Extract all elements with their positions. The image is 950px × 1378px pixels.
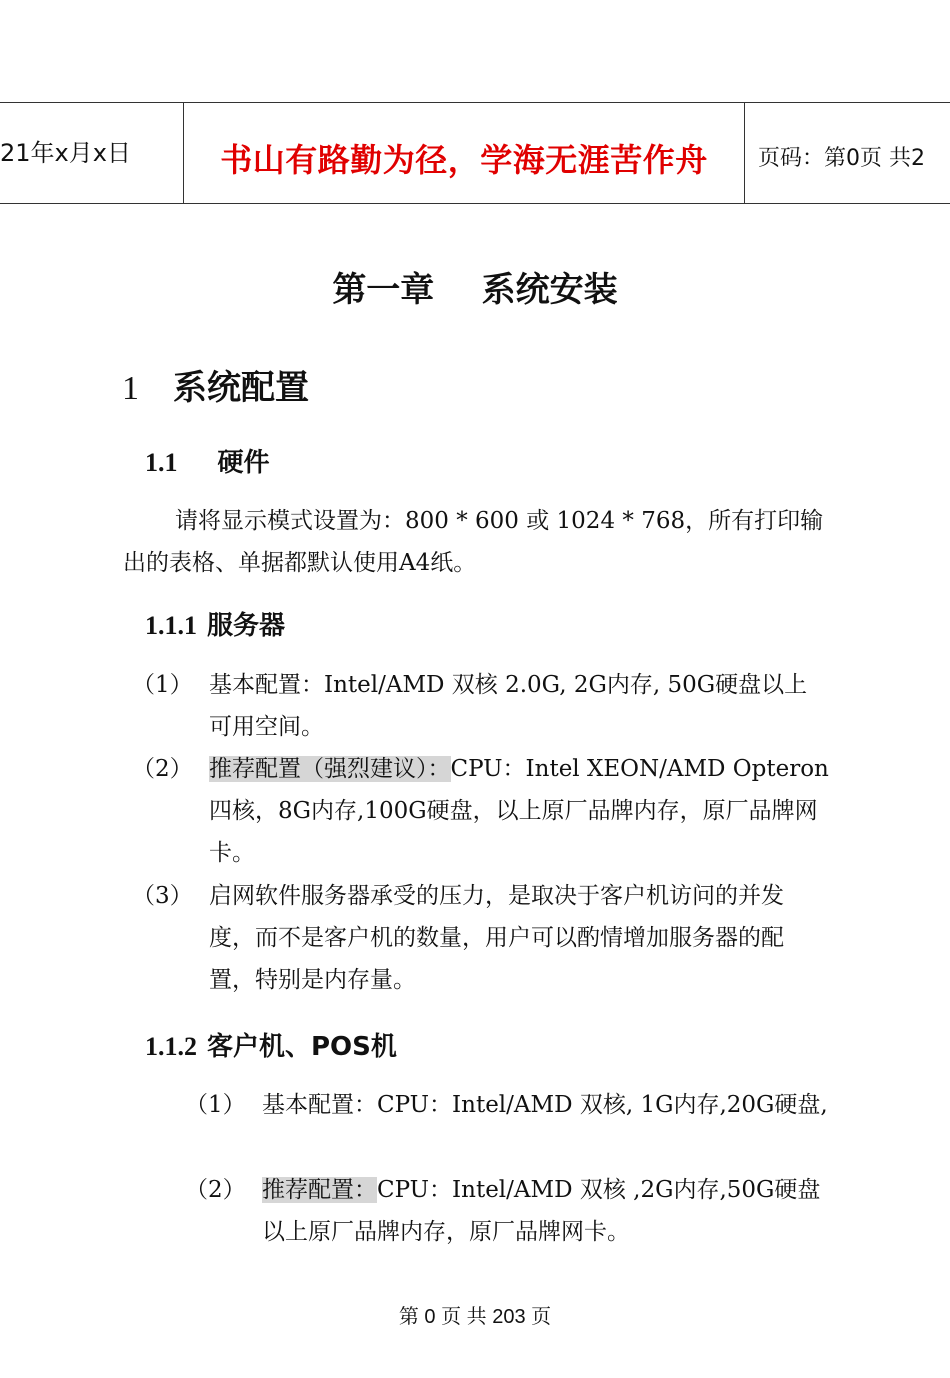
list-item-text: [262, 1084, 829, 1126]
section-number: 1: [122, 370, 139, 407]
highlighted-text: 推荐配置：: [262, 1177, 377, 1203]
item-text: 基本配置：Intel/AMD 双核 2.0G, 2G内存, 50G硬盘以上可用空间。: [209, 672, 808, 740]
subsection-heading: [145, 442, 270, 479]
header-divider: [744, 103, 745, 203]
list-marker: （2）: [132, 756, 193, 782]
item-text: 启网软件服务器承受的压力，是取决于客户机访问的并发度，而不是客户机的数量，用户可以酌情增加服务器的配置，特别是内存量。: [209, 883, 784, 993]
item-text: CPU：Intel/AMD 双核 ,2G内存,50G硬盘以上原厂品牌内存，原厂品牌网卡。: [262, 1177, 821, 1245]
subsection-title: 硬件: [217, 448, 270, 478]
list-marker: （3）: [132, 883, 193, 909]
item-text: CPU：Intel XEON/AMD Opteron 四核，8G内存,100G硬盘，以上原厂品牌内存，原厂品牌网卡。: [209, 756, 829, 866]
subsection-number: 1.1: [145, 448, 178, 477]
page-footer: 第 0 页 共 203 页: [398, 1306, 552, 1328]
hardware-paragraph: 请将显示模式设置为：800 * 600 或 1024 * 768，所有打印输出的表格、单据都默认使用A4纸。: [123, 508, 824, 576]
list-item-text: [262, 1169, 829, 1253]
list-marker: （2）: [185, 1177, 246, 1203]
subsubsection-number: 1.1.1: [145, 611, 197, 640]
page-header: [0, 102, 950, 204]
header-motto: 书山有路勤为径，学海无涯苦作舟: [220, 141, 708, 179]
item-text: 基本配置：CPU：Intel/AMD 双核, 1G内存,20G硬盘,: [262, 1092, 828, 1118]
list-marker: （1）: [185, 1092, 246, 1118]
section-title: 系统配置: [173, 368, 309, 408]
subsubsection-number: 1.1.2: [145, 1032, 197, 1061]
list-marker: （1）: [132, 672, 193, 698]
list-item-text: [209, 748, 829, 874]
section-heading: [122, 360, 309, 409]
subsubsection-heading-client: [145, 1026, 397, 1063]
subsubsection-title: 客户机、POS机: [207, 1032, 397, 1062]
header-date: 21年x月x日: [0, 139, 131, 167]
header-page-info: 页码：第0页 共2: [758, 146, 925, 171]
list-item-text: [209, 664, 829, 748]
subsubsection-title: 服务器: [207, 611, 286, 641]
chapter-title: 第一章 系统安装: [332, 270, 618, 310]
subsubsection-heading-server: [145, 605, 285, 642]
highlighted-text: 推荐配置（强烈建议）：: [209, 756, 451, 782]
list-item-text: [209, 875, 829, 1001]
